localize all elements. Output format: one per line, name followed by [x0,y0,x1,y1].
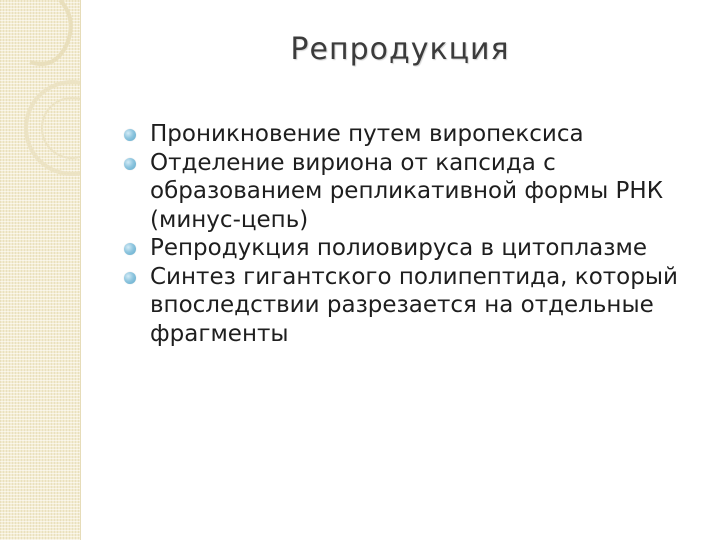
bullet-item [124,263,704,349]
slide-title: Репродукция [290,32,510,67]
bullet-dot-icon [124,272,136,284]
bullet-text: Отделение вириона от капсида с образованием репликативной формы РНК (минус-цепь) [150,149,664,233]
decorative-side-strip [0,0,81,540]
decorative-swirl-icon [0,0,80,540]
bullet-dot-icon [124,158,136,170]
bullet-dot-icon [124,243,136,255]
bullet-dot-icon [124,129,136,141]
bullet-list [124,120,704,348]
bullet-text: Репродукция полиовируса в цитоплазме [150,235,647,261]
bullet-item [124,149,704,235]
bullet-text: Проникновение путем виропексиса [150,121,584,147]
bullet-item [124,120,704,149]
bullet-item [124,234,704,263]
bullet-text: Синтез гигантского полипептида, который впоследствии разрезается на отдельные фрагменты [150,263,678,347]
